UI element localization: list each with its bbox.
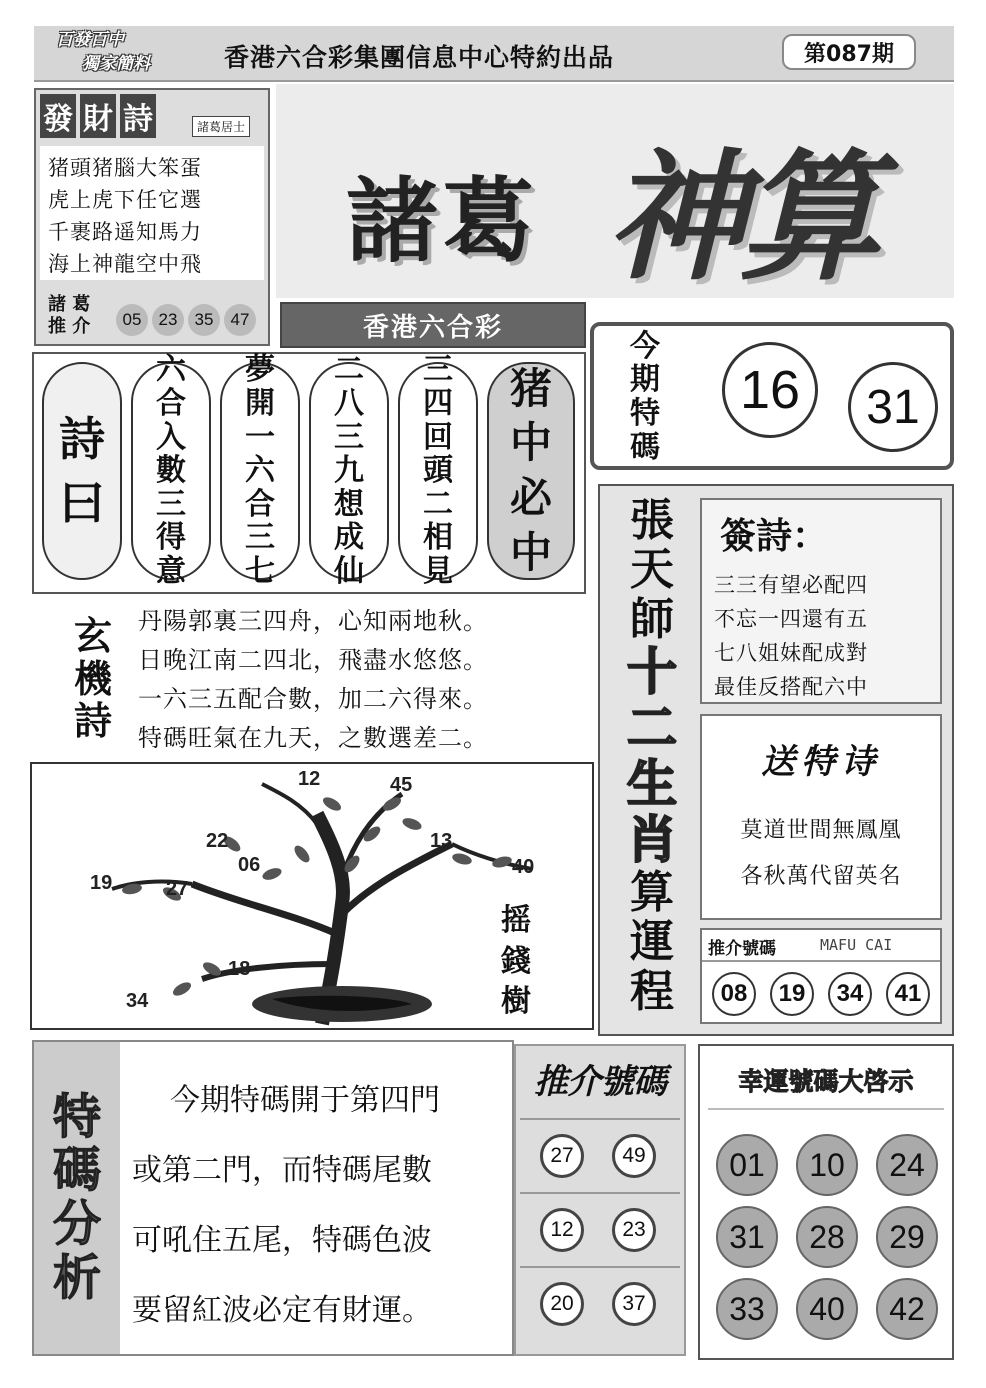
issue-number: 第087期	[804, 41, 894, 67]
fortune-line: 海上神龍空中飛	[48, 252, 202, 276]
analysis-line: 要留紅波必定有財運。	[132, 1293, 432, 1328]
gift-poem-title: 送特诗	[761, 742, 881, 782]
zodiac-title-char: 張	[630, 495, 674, 547]
zodiac-title-char: 生	[627, 755, 677, 813]
special-code-label-char: 碼	[630, 429, 660, 465]
badge-line-2: 獨家簡料	[82, 54, 150, 74]
analysis-title-char: 碼	[52, 1142, 101, 1199]
analysis-body	[132, 1066, 512, 1346]
recommend-divider	[520, 1118, 680, 1120]
tree-number: 06	[238, 854, 261, 876]
mystic-title-char: 機	[73, 656, 112, 701]
poem-char: 四	[423, 386, 453, 422]
mafu-number-ball: 34	[828, 972, 872, 1016]
lucky-number-ball: 24	[876, 1134, 938, 1196]
recommend-label-bottom: 推 介	[48, 316, 91, 337]
brand-subtitle: 香港六合彩	[362, 312, 503, 343]
mafu-box	[700, 928, 942, 1024]
poem-column	[131, 352, 211, 589]
poem-char: 成	[334, 520, 364, 556]
poem-char: 三	[245, 520, 275, 556]
lucky-number-ball: 28	[796, 1206, 858, 1268]
lucky-number-ball: 01	[716, 1134, 778, 1196]
poem-column-title	[42, 362, 122, 580]
poem-char: 九	[334, 453, 364, 489]
lucky-number-ball: 10	[796, 1134, 858, 1196]
zodiac-panel	[598, 484, 954, 1036]
tree-number: 27	[166, 878, 189, 900]
oracle-line: 不忘一四還有五	[714, 607, 868, 631]
poem-char: 中	[509, 527, 552, 577]
analysis-panel	[32, 1040, 514, 1356]
header-badge	[42, 28, 182, 78]
poem-char: 一	[245, 419, 275, 455]
fortune-line: 千裹路遥知馬力	[48, 220, 202, 244]
money-tree-label-char: 錢	[501, 943, 531, 979]
gift-poem-box	[700, 714, 942, 920]
poem-char: 猪	[509, 363, 552, 413]
zodiac-title-char: 二	[627, 699, 677, 757]
gift-line: 莫道世間無鳳凰	[740, 818, 902, 843]
poem-char: 二	[334, 352, 364, 388]
brand-name-left: 諸葛	[346, 168, 539, 275]
fortune-line: 虎上虎下任它選	[48, 188, 202, 212]
fortune-title-char: 詩	[120, 94, 156, 138]
fortune-title-char: 財	[80, 94, 116, 138]
recommend-panel	[514, 1044, 686, 1356]
fortune-number-ball: 35	[188, 304, 220, 336]
poem-char: 詩	[59, 411, 105, 466]
mystic-line: 日晚江南二四北，飛盡水悠悠。	[138, 646, 488, 674]
fortune-line: 猪頭猪腦大笨蛋	[48, 156, 202, 180]
analysis-title-char: 分	[52, 1196, 101, 1252]
analysis-title-char: 析	[52, 1249, 101, 1306]
tree-number: 22	[206, 830, 229, 852]
poem-char: 三	[423, 352, 453, 388]
mafu-number-ball: 19	[770, 972, 814, 1016]
fortune-poem-author: 諸葛居士	[192, 116, 250, 137]
lucky-number-ball: 29	[876, 1206, 938, 1268]
fortune-title-char: 發	[40, 94, 76, 138]
recommend-divider	[520, 1192, 680, 1194]
recommend-number-ball: 20	[540, 1282, 584, 1326]
zodiac-title-char: 天	[630, 544, 674, 596]
poem-char: 六	[156, 352, 186, 388]
poem-char: 中	[509, 418, 552, 468]
poem-char: 曰	[59, 476, 105, 530]
poem-char: 想	[334, 486, 364, 522]
oracle-line: 最佳反搭配六中	[714, 675, 868, 699]
mystic-line: 一六三五配合數，加二六得來。	[138, 685, 488, 713]
poem-char: 六	[245, 453, 275, 489]
recommend-divider	[520, 1266, 680, 1268]
money-tree-label-char: 樹	[501, 984, 531, 1020]
poem-char: 開	[245, 386, 275, 422]
fortune-number-ball: 05	[116, 304, 148, 336]
recommend-number-ball: 37	[612, 1282, 656, 1326]
lucky-panel	[698, 1044, 954, 1360]
tree-number: 13	[430, 830, 453, 852]
poem-char: 回	[423, 419, 453, 455]
header-title: 香港六合彩集團信息中心特約出品	[224, 43, 615, 72]
poem-char: 二	[423, 486, 453, 522]
poem-char: 八	[334, 386, 364, 422]
zodiac-title-char: 運	[630, 916, 674, 968]
poem-columns-panel	[32, 352, 586, 594]
lucky-number-ball: 33	[716, 1278, 778, 1340]
recommend-number-ball: 23	[612, 1208, 656, 1252]
poem-char: 夢	[245, 352, 275, 388]
poem-char: 頭	[423, 453, 453, 489]
poem-char: 合	[156, 386, 186, 422]
money-tree-label	[478, 900, 554, 1024]
brand-subtitle-bar	[280, 302, 586, 348]
poem-char: 合	[245, 486, 275, 522]
tree-number: 12	[298, 768, 321, 790]
mafu-divider	[702, 960, 940, 962]
poem-char: 意	[156, 553, 186, 589]
analysis-line: 可吼住五尾，特碼色波	[132, 1223, 432, 1258]
analysis-title	[34, 1042, 120, 1354]
tree-number: 19	[90, 872, 113, 894]
money-tree-panel	[30, 762, 594, 1030]
tree-number: 34	[126, 990, 149, 1012]
oracle-poem-box	[700, 498, 942, 704]
issue-badge	[782, 34, 916, 70]
lucky-divider	[708, 1108, 944, 1110]
money-tree-label-char: 摇	[501, 903, 531, 939]
tree-number: 40	[512, 856, 535, 878]
lucky-title: 幸運號碼大啓示	[738, 1067, 914, 1096]
recommend-number-ball: 27	[540, 1134, 584, 1178]
mafu-number-ball: 41	[886, 972, 930, 1016]
poem-char: 必	[509, 473, 552, 522]
poem-column-highlight	[487, 362, 575, 580]
special-code-label-char: 特	[630, 396, 660, 431]
special-code-label-char: 期	[630, 362, 660, 398]
mystic-poem-title	[60, 604, 126, 754]
fortune-poem-title	[40, 94, 156, 138]
mystic-poem-body	[138, 602, 588, 758]
fortune-poem-body	[40, 146, 264, 280]
fortune-poem-panel	[34, 88, 270, 346]
poem-column	[220, 352, 300, 589]
oracle-poem-title: 簽詩：	[720, 516, 829, 557]
recommend-number-ball: 49	[612, 1134, 656, 1178]
mystic-line: 特碼旺氣在九天，之數選差二。	[138, 724, 488, 752]
poem-char: 數	[156, 453, 186, 489]
mafu-label-en: MAFU CAI	[820, 936, 893, 954]
zodiac-title-char: 程	[630, 965, 674, 1017]
header-bar	[34, 26, 954, 82]
special-code-panel	[590, 322, 954, 470]
gift-line: 各秋萬代留英名	[740, 864, 902, 889]
mystic-line: 丹陽郭裏三四舟，心知兩地秋。	[138, 607, 488, 635]
brand-name-right: 神算	[606, 136, 875, 300]
brand-area	[276, 84, 954, 298]
poem-column	[398, 352, 478, 589]
lucky-number-ball: 40	[796, 1278, 858, 1340]
special-code-label	[602, 330, 688, 464]
zodiac-title-char: 師	[630, 593, 674, 645]
poem-char: 得	[156, 520, 186, 556]
mafu-number-ball: 08	[712, 972, 756, 1016]
tree-number: 45	[390, 774, 413, 796]
poem-char: 相	[423, 520, 453, 556]
poem-char: 見	[423, 553, 453, 589]
analysis-line: 或第二門，而特碼尾數	[132, 1153, 432, 1188]
oracle-line: 七八姐妹配成對	[714, 641, 868, 665]
special-code-ball: 16	[722, 342, 818, 438]
recommend-number-ball: 12	[540, 1208, 584, 1252]
analysis-line: 今期特碼開于第四門	[170, 1083, 440, 1118]
poem-char: 七	[245, 553, 275, 589]
poem-char: 仙	[334, 553, 364, 589]
tree-number: 18	[228, 958, 251, 980]
poem-char: 入	[156, 419, 186, 455]
zodiac-title-char: 算	[630, 867, 674, 918]
zodiac-title-char: 肖	[627, 811, 677, 869]
poem-char: 三	[334, 419, 364, 455]
fortune-number-ball: 23	[152, 304, 184, 336]
zodiac-title	[616, 496, 688, 1016]
recommend-label-top: 諸 葛	[48, 294, 91, 315]
special-code-label-char: 今	[630, 328, 660, 364]
mystic-title-char: 詩	[73, 699, 112, 744]
mystic-title-char: 玄	[73, 614, 112, 659]
fortune-number-ball: 47	[224, 304, 256, 336]
poem-char: 三	[156, 486, 186, 522]
oracle-line: 三三有望必配四	[714, 573, 868, 597]
zodiac-title-char: 十	[627, 643, 677, 701]
oracle-poem-body	[714, 568, 868, 704]
lucky-number-ball: 31	[716, 1206, 778, 1268]
poem-column	[309, 352, 389, 589]
lucky-number-ball: 42	[876, 1278, 938, 1340]
special-code-ball: 31	[848, 362, 938, 452]
gift-poem-body	[702, 808, 940, 900]
badge-line-1: 百發百中	[56, 30, 124, 50]
analysis-title-char: 特	[52, 1088, 101, 1145]
recommend-title: 推介號碼	[534, 1062, 666, 1102]
fortune-recommend-label	[48, 294, 90, 338]
mafu-label: 推介號碼	[708, 939, 776, 959]
